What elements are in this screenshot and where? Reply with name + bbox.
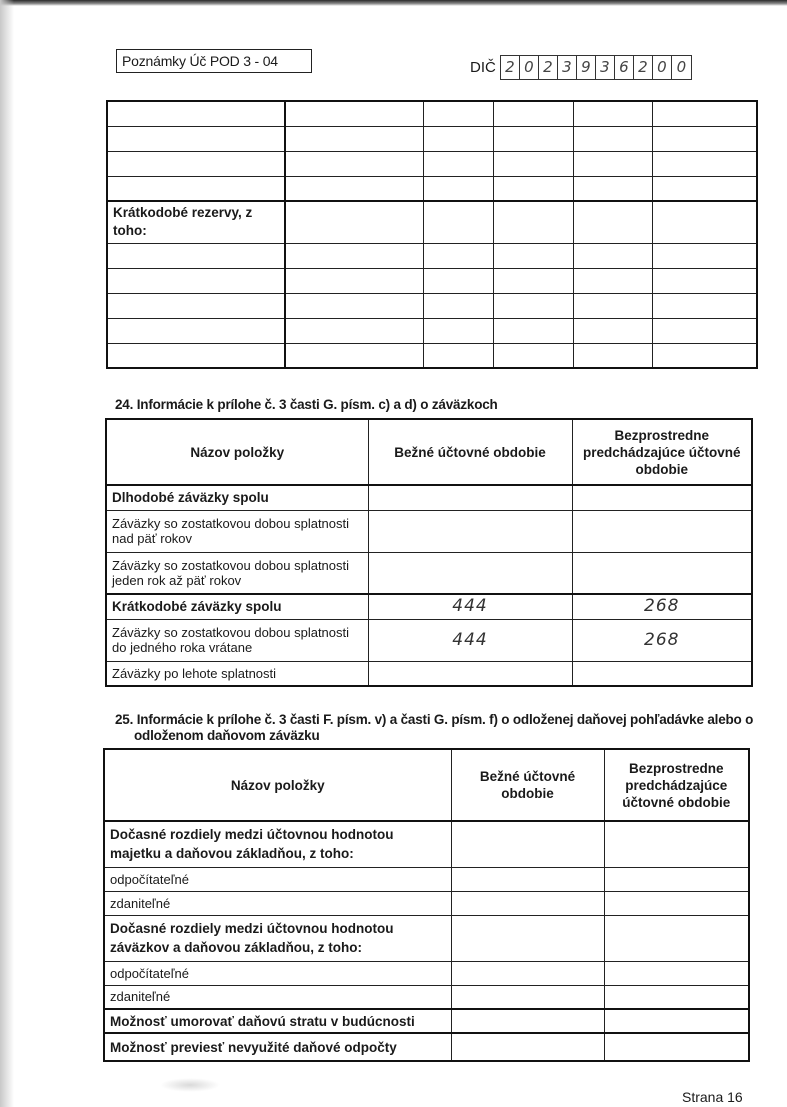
table-row — [107, 318, 757, 343]
row-label: Záväzky so zostatkovou dobou splatnosti jeden rok až päť rokov — [106, 552, 368, 594]
table-row — [107, 268, 757, 293]
row-label: Záväzky po lehote splatnosti — [106, 661, 368, 686]
table-row — [107, 343, 757, 368]
current-period-cell[interactable] — [451, 915, 604, 961]
cell[interactable] — [573, 243, 652, 268]
dic-label: DIČ — [470, 58, 496, 76]
table-header-row — [104, 749, 749, 821]
previous-period-cell[interactable]: 268 — [572, 594, 752, 619]
current-period-cell[interactable] — [451, 961, 604, 985]
dic-digit[interactable]: 0 — [653, 56, 672, 79]
cell[interactable] — [493, 243, 573, 268]
dic-digit[interactable]: 6 — [615, 56, 634, 79]
table-row — [104, 1033, 749, 1061]
cell[interactable] — [285, 268, 423, 293]
table-row — [107, 243, 757, 268]
cell[interactable] — [423, 318, 493, 343]
dic-digit[interactable]: 3 — [558, 56, 577, 79]
row-label — [107, 101, 285, 126]
row-label: Záväzky so zostatkovou dobou splatnosti nad päť rokov — [106, 510, 368, 552]
cell[interactable] — [652, 318, 757, 343]
table-row — [104, 985, 749, 1009]
current-period-cell[interactable] — [368, 485, 572, 510]
column-header-item-name: Názov položky — [106, 419, 368, 485]
row-label — [107, 268, 285, 293]
previous-period-cell[interactable] — [604, 867, 749, 891]
previous-period-cell[interactable] — [604, 961, 749, 985]
dic-digit[interactable]: 0 — [520, 56, 539, 79]
table-row — [106, 661, 752, 686]
cell[interactable] — [493, 343, 573, 368]
row-label — [107, 176, 285, 201]
row-label: odpočítateľné — [104, 961, 451, 985]
current-period-cell[interactable] — [451, 891, 604, 915]
cell[interactable] — [493, 101, 573, 126]
column-header-previous-period: Bezprostredne predchádzajúce účtovné obdobie — [572, 419, 752, 485]
page-number: Strana 16 — [682, 1089, 743, 1105]
previous-period-cell[interactable] — [604, 891, 749, 915]
section-24-title: 24. Informácie k prílohe č. 3 časti G. písm. c) a d) o záväzkoch — [115, 397, 498, 412]
table-row — [104, 867, 749, 891]
row-label — [107, 126, 285, 151]
form-code-box: Poznámky Úč POD 3 - 04 — [116, 49, 312, 73]
table-row — [104, 821, 749, 867]
previous-period-cell[interactable] — [572, 485, 752, 510]
column-header-previous-period: Bezprostredne predchádzajúce účtovné obdobie — [604, 749, 749, 821]
cell[interactable] — [423, 101, 493, 126]
row-label — [107, 151, 285, 176]
previous-period-cell[interactable] — [572, 510, 752, 552]
previous-period-cell[interactable] — [572, 552, 752, 594]
cell[interactable] — [423, 293, 493, 318]
cell[interactable] — [652, 201, 757, 243]
dic-digit[interactable]: 2 — [634, 56, 653, 79]
liabilities-table — [105, 418, 753, 687]
table-row — [104, 891, 749, 915]
cell[interactable] — [652, 293, 757, 318]
cell[interactable] — [652, 126, 757, 151]
cell[interactable] — [652, 176, 757, 201]
row-label: Možnosť previesť nevyužité daňové odpočty — [104, 1033, 451, 1061]
cell[interactable] — [493, 151, 573, 176]
cell[interactable] — [573, 318, 652, 343]
cell[interactable] — [493, 293, 573, 318]
cell[interactable] — [493, 268, 573, 293]
column-header-current-period: Bežné účtovné obdobie — [451, 749, 604, 821]
cell[interactable] — [423, 343, 493, 368]
row-label: Záväzky so zostatkovou dobou splatnosti do jedného roka vrátane — [106, 619, 368, 661]
current-period-cell[interactable]: 444 — [368, 619, 572, 661]
current-period-cell[interactable] — [451, 1009, 604, 1033]
previous-period-cell[interactable] — [604, 1009, 749, 1033]
cell[interactable] — [285, 176, 423, 201]
section-25-title — [115, 712, 753, 744]
cell[interactable] — [652, 101, 757, 126]
section-25-title-line2: odloženom daňovom záväzku — [134, 728, 320, 743]
table-row — [107, 176, 757, 201]
table-row — [104, 1009, 749, 1033]
row-label: Dočasné rozdiely medzi účtovnou hodnotou záväzkov a daňovou základňou, z toho: — [104, 915, 451, 961]
cell[interactable] — [493, 176, 573, 201]
scan-edge-top — [0, 0, 787, 6]
table-row — [107, 151, 757, 176]
cell[interactable] — [285, 126, 423, 151]
table-row — [104, 961, 749, 985]
table-row — [107, 126, 757, 151]
cell[interactable] — [652, 343, 757, 368]
cell[interactable] — [285, 293, 423, 318]
scan-edge-left — [0, 0, 14, 1107]
previous-period-cell[interactable] — [604, 915, 749, 961]
cell[interactable] — [423, 268, 493, 293]
dic-digit[interactable]: 0 — [676, 57, 687, 76]
column-header-item-name: Názov položky — [104, 749, 451, 821]
dic-boxes — [500, 55, 692, 80]
current-period-cell[interactable] — [368, 510, 572, 552]
cell[interactable] — [573, 293, 652, 318]
cell[interactable] — [573, 176, 652, 201]
deferred-tax-table — [103, 748, 750, 1062]
current-period-cell[interactable] — [451, 1033, 604, 1061]
cell[interactable] — [573, 268, 652, 293]
cell[interactable] — [423, 176, 493, 201]
row-label: Dlhodobé záväzky spolu — [106, 485, 368, 510]
cell[interactable] — [573, 126, 652, 151]
cell[interactable] — [423, 243, 493, 268]
table-row — [106, 485, 752, 510]
row-label: Možnosť umorovať daňovú stratu v budúcnosti — [104, 1009, 451, 1033]
section-25-title-line1: 25. Informácie k prílohe č. 3 časti F. písm. v) a časti G. písm. f) o odloženej daňovej pohľadávke alebo o — [115, 712, 754, 727]
dic-digit[interactable]: 3 — [596, 56, 615, 79]
row-label: Krátkodobé rezervy, z toho: — [107, 201, 285, 243]
cell[interactable] — [573, 343, 652, 368]
row-label: Krátkodobé záväzky spolu — [106, 594, 368, 619]
previous-period-cell[interactable] — [604, 985, 749, 1009]
cell[interactable] — [652, 268, 757, 293]
previous-period-cell[interactable]: 268 — [572, 619, 752, 661]
current-period-cell[interactable] — [451, 821, 604, 867]
cell[interactable] — [652, 243, 757, 268]
table-row — [106, 552, 752, 594]
dic-digit[interactable]: 9 — [577, 56, 596, 79]
cell[interactable] — [493, 126, 573, 151]
table-header-row — [106, 419, 752, 485]
current-period-cell[interactable] — [368, 552, 572, 594]
cell[interactable] — [423, 201, 493, 243]
cell[interactable] — [573, 201, 652, 243]
cell[interactable] — [285, 318, 423, 343]
row-label — [107, 343, 285, 368]
row-label: zdaniteľné — [104, 985, 451, 1009]
cell[interactable] — [423, 126, 493, 151]
current-period-cell[interactable]: 444 — [368, 594, 572, 619]
table-row-short-term-reserves — [107, 201, 757, 243]
cell[interactable] — [493, 201, 573, 243]
cell[interactable] — [285, 343, 423, 368]
cell[interactable] — [573, 151, 652, 176]
row-label: odpočítateľné — [104, 867, 451, 891]
table-row — [107, 101, 757, 126]
cell[interactable] — [493, 318, 573, 343]
table-row — [106, 619, 752, 661]
table-row — [107, 293, 757, 318]
current-period-cell[interactable] — [368, 661, 572, 686]
cell[interactable] — [652, 151, 757, 176]
previous-period-cell[interactable] — [572, 661, 752, 686]
cell[interactable] — [285, 243, 423, 268]
table-row — [106, 510, 752, 552]
previous-period-cell[interactable] — [604, 821, 749, 867]
cell[interactable] — [573, 101, 652, 126]
dic-field — [470, 54, 692, 80]
table-row — [106, 594, 752, 619]
cell[interactable] — [285, 201, 423, 243]
dic-digit[interactable]: 2 — [501, 56, 520, 79]
reserves-table — [106, 100, 758, 369]
cell[interactable] — [285, 151, 423, 176]
row-label — [107, 318, 285, 343]
previous-period-cell[interactable] — [604, 1033, 749, 1061]
cell[interactable] — [285, 101, 423, 126]
dic-digit[interactable]: 2 — [539, 56, 558, 79]
scan-smudge — [160, 1078, 220, 1092]
row-label: Dočasné rozdiely medzi účtovnou hodnotou majetku a daňovou základňou, z toho: — [104, 821, 451, 867]
row-label — [107, 293, 285, 318]
row-label — [107, 243, 285, 268]
row-label: zdaniteľné — [104, 891, 451, 915]
current-period-cell[interactable] — [451, 867, 604, 891]
table-row — [104, 915, 749, 961]
cell[interactable] — [423, 151, 493, 176]
column-header-current-period: Bežné účtovné obdobie — [368, 419, 572, 485]
current-period-cell[interactable] — [451, 985, 604, 1009]
